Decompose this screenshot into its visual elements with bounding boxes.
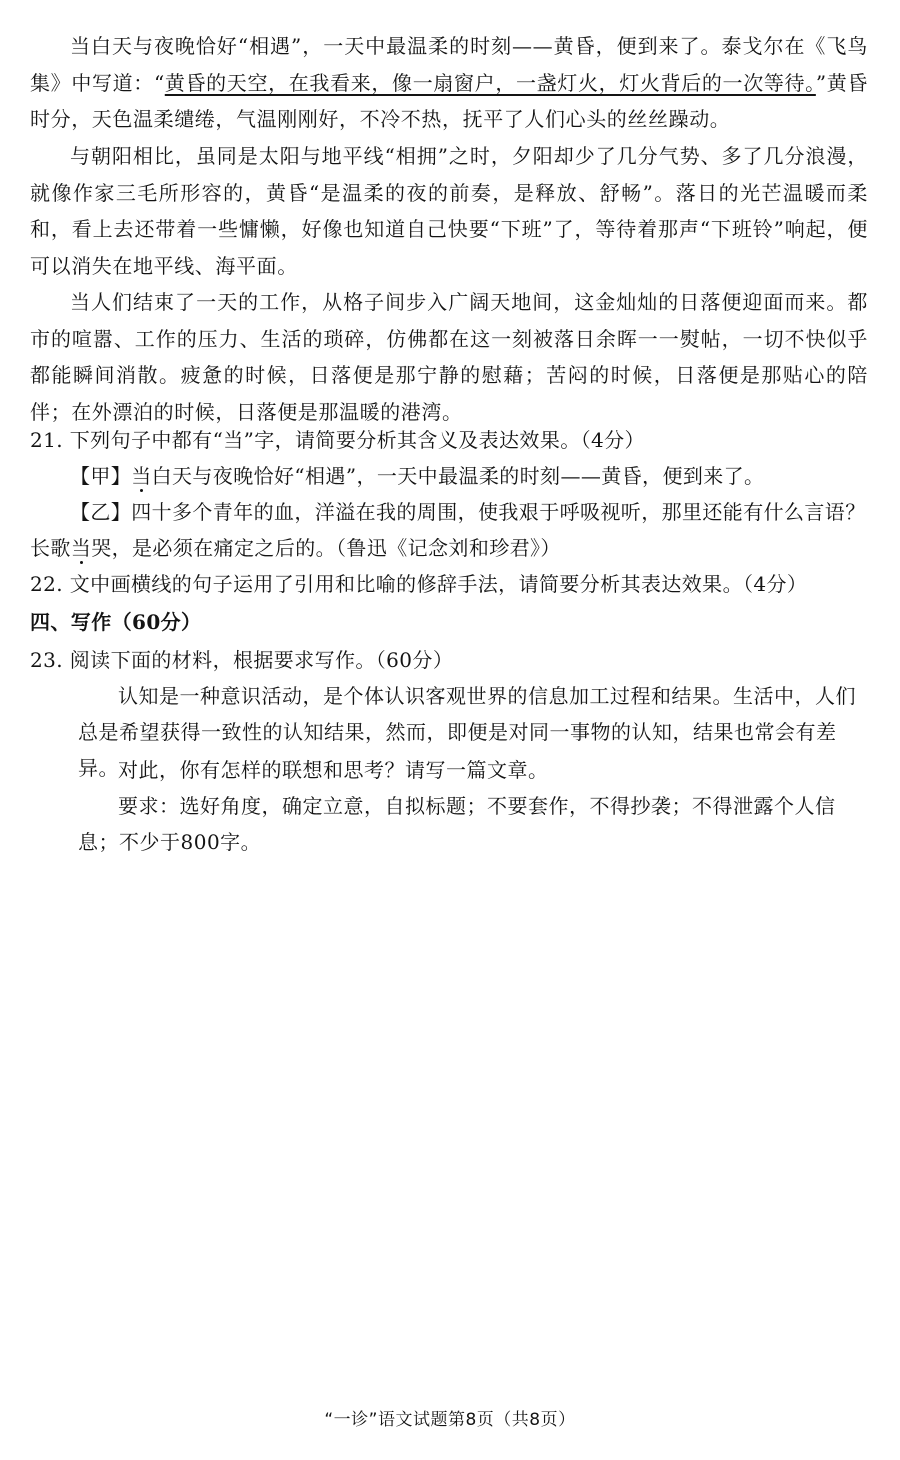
passage-p1-after-quote: ”黄昏时分，天色温柔缱绻，气温刚刚好，不冷不热，抚平了人们心头的丝丝躁动。 <box>30 70 868 131</box>
question-23-prompt: 对此，你有怎样的联想和思考？请写一篇文章。 <box>118 758 549 782</box>
sentence-a-text: 白天与夜晚恰好“相遇”，一天中最温柔的时刻——黄昏，便到来了。 <box>151 464 765 488</box>
sentence-a-label: 【甲】 <box>70 464 132 488</box>
passage-p1-before-quote: 当白天与夜晚恰好“相遇”，一天中最温柔的时刻——黄昏，便到来了。泰戈尔在《飞鸟集》中写道：“ <box>30 34 868 95</box>
sentence-b-text-2: 哭，是必须在痛定之后的。（鲁迅《记念刘和珍君》） <box>91 536 561 560</box>
question-23-requirements: 要求：选好角度，确定立意，自拟标题；不要套作，不得抄袭；不得泄露个人信息；不少于800字。 <box>78 794 836 854</box>
question-21-sentence-a <box>30 458 870 494</box>
passage-paragraph-3: 当人们结束了一天的工作，从格子间步入广阔天地间，这金灿灿的日落便迎面而来。都市的喧嚣、工作的压力、生活的琐碎，仿佛都在这一刻被落日余晖一一熨帖，一切不快似乎都能瞬间消散。疲惫的时候，日落便是那宁静的慰藉；苦闷的时候，日落便是那贴心的陪伴；在外漂泊的时候，日落便是那温暖的港湾。 <box>30 290 868 424</box>
question-21-stem: 21. 下列句子中都有“当”字，请简要分析其含义及表达效果。（4分） <box>30 428 645 452</box>
question-22-stem: 22. 文中画横线的句子运用了引用和比喻的修辞手法，请简要分析其表达效果。（4分） <box>30 572 808 596</box>
sentence-b-text-1: 四十多个青年的血，洋溢在我的周围，使我艰于呼吸视听，那里还能有什么言语？长歌 <box>30 500 866 560</box>
question-23-stem: 23. 阅读下面的材料，根据要求写作。（60分） <box>30 648 454 672</box>
page-footer: “一诊”语文试题第8页（共8页） <box>324 1410 576 1430</box>
sentence-a-emphasis-char: 当 <box>131 464 152 488</box>
sentence-b-emphasis-char: 当 <box>70 536 92 560</box>
passage-paragraph-1 <box>30 28 868 138</box>
question-21-sentence-b <box>30 494 870 566</box>
passage-paragraph-2: 与朝阳相比，虽同是太阳与地平线“相拥”之时，夕阳却少了几分气势、多了几分浪漫，就像作家三毛所形容的，黄昏“是温柔的夜的前奏，是释放、舒畅”。落日的光芒温暖而柔和，看上去还带着一些慵懒，好像也知道自己快要“下班”了，等待着那声“下班铃”响起，便可以消失在地平线、海平面。 <box>30 144 868 278</box>
underlined-quote: 黄昏的天空，在我看来，像一扇窗户，一盏灯火，灯火背后的一次等待。 <box>164 70 816 95</box>
section-4-title: 四、写作（60分） <box>30 610 202 634</box>
sentence-b-label: 【乙】 <box>70 500 132 524</box>
question-23-material: 认知是一种意识活动，是个体认识客观世界的信息加工过程和结果。生活中，人们总是希望获得一致性的认知结果，然而，即便是对同一事物的认知，结果也常会有差异。 <box>78 684 856 780</box>
